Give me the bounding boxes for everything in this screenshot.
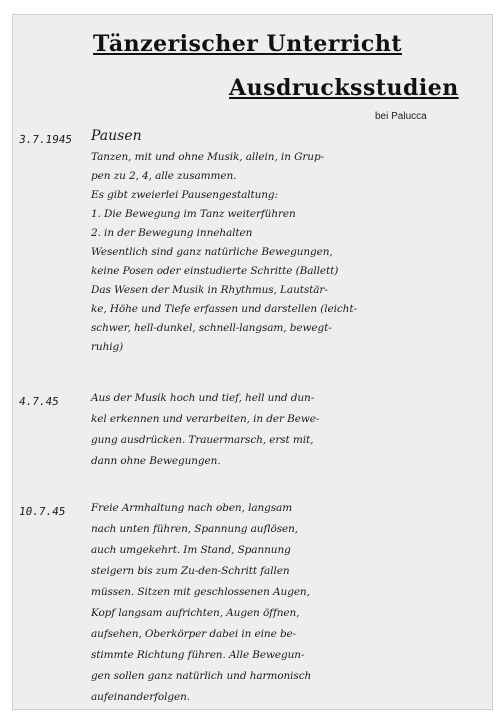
entry-1-line-7: keine Posen oder einstudierte Schritte (Ballett) xyxy=(91,265,339,277)
document-subtitle: Ausdrucksstudien xyxy=(229,75,459,101)
entry-3-line-9: gen sollen ganz natürlich und harmonisch xyxy=(91,670,312,682)
entry-1-line-6: Wesentlich sind ganz natürliche Bewegungen, xyxy=(91,246,333,258)
entry-1-line-8: Das Wesen der Musik in Rhythmus, Lautstär- xyxy=(91,284,328,296)
entry-2-line-4: dann ohne Bewegungen. xyxy=(91,455,221,467)
entry-3-line-5: müssen. Sitzen mit geschlossenen Augen, xyxy=(91,586,310,598)
document-page xyxy=(12,14,493,710)
entry-1-line-1: Tanzen, mit und ohne Musik, allein, in Grup- xyxy=(91,151,325,163)
entry-1-line-3: Es gibt zweierlei Pausengestaltung: xyxy=(91,189,278,201)
entry-date-2: 4.7.45 xyxy=(18,395,60,408)
entry-date-3: 10.7.45 xyxy=(18,505,67,518)
entry-1-line-10: schwer, hell-dunkel, schnell-langsam, bewegt- xyxy=(91,322,332,334)
entry-3-line-7: aufsehen, Oberkörper dabei in eine be- xyxy=(91,628,297,640)
entry-3-line-6: Kopf langsam aufrichten, Augen öffnen, xyxy=(91,607,300,619)
document-title: Tänzerischer Unterricht xyxy=(93,31,402,57)
entry-1-line-4: 1. Die Bewegung im Tanz weiterführen xyxy=(91,208,296,220)
entry-1-line-9: ke, Höhe und Tiefe erfassen und darstellen (leicht- xyxy=(91,303,357,315)
entry-1-line-5: 2. in der Bewegung innehalten xyxy=(91,227,253,239)
entry-heading-1: Pausen xyxy=(91,128,142,144)
entry-3-line-8: stimmte Richtung führen. Alle Bewegun- xyxy=(91,649,305,661)
entry-2-line-3: gung ausdrücken. Trauermarsch, erst mit, xyxy=(91,434,314,446)
entry-1-line-2: pen zu 2, 4, alle zusammen. xyxy=(91,170,237,182)
attribution: bei Palucca xyxy=(375,111,427,122)
entry-2-line-2: kel erkennen und verarbeiten, in der Bewe- xyxy=(91,413,320,425)
entry-3-line-10: aufeinanderfolgen. xyxy=(91,691,191,703)
entry-3-line-3: auch umgekehrt. Im Stand, Spannung xyxy=(91,544,291,556)
entry-3-line-2: nach unten führen, Spannung auflösen, xyxy=(91,523,299,535)
entry-2-line-1: Aus der Musik hoch und tief, hell und dun- xyxy=(91,392,315,404)
entry-3-line-4: steigern bis zum Zu-den-Schritt fallen xyxy=(91,565,290,577)
entry-date-1: 3.7.1945 xyxy=(18,133,73,146)
entry-1-line-11: ruhig) xyxy=(91,341,124,353)
entry-3-line-1: Freie Armhaltung nach oben, langsam xyxy=(91,502,293,514)
